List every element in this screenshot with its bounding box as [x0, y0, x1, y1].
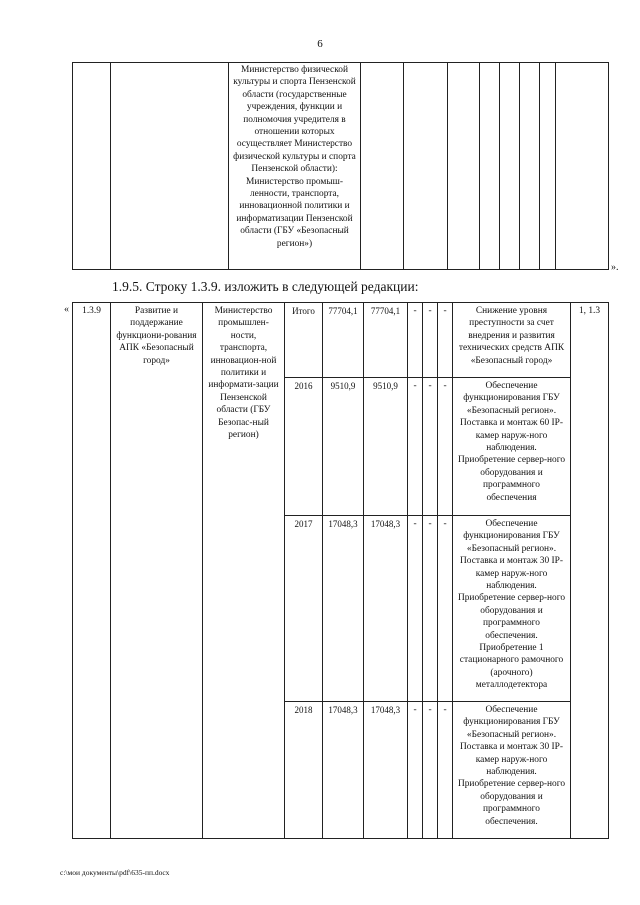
regional-value: 17048,3: [364, 702, 408, 839]
result-text: Обеспечение функционирования ГБУ «Безопасный регион». Поставка и монтаж 30 IP-камер наруж-ного наблюдения. Приобретение сервер-ного оборудования и программного обеспечения.: [453, 702, 571, 839]
dash-cell: -: [408, 378, 423, 516]
page-number: 6: [317, 38, 323, 50]
year-label: 2016: [285, 378, 323, 516]
dash-cell: -: [423, 702, 438, 839]
year-label: Итого: [285, 303, 323, 378]
file-path-footer: c:\мои документы\pdf\635-пп.docx: [60, 868, 170, 877]
year-label: 2018: [285, 702, 323, 839]
result-text: Снижение уровня преступности за счет внедрения и развития технических средств АПК «Безопасный город»: [453, 303, 571, 378]
closing-quote: ».: [611, 262, 619, 273]
top-cell-number: [73, 63, 111, 270]
dash-cell: -: [438, 516, 453, 702]
dash-cell: -: [408, 303, 423, 378]
dash-cell: -: [423, 303, 438, 378]
dash-cell: -: [423, 516, 438, 702]
top-cell-name: [111, 63, 229, 270]
top-cell-ministry: Министерство физической культуры и спорта Пензенской области (государственные учреждения, функции и полномочия учредителя в отношении которых осуществляет Министерство физической культуры и спорта Пензенской области): Министерство промыш-ленности, транспорта, инновационной политики и информатизации Пензенской области (ГБУ «Безопасный регион»): [229, 63, 361, 270]
row-executor: Министерство промышлен-ности, транспорта, инновацион-ной политики и информати-зации Пензенской области (ГБУ Безопас-ный регион): [203, 303, 285, 839]
top-cell: [556, 63, 609, 270]
top-cell: [480, 63, 500, 270]
regional-value: 17048,3: [364, 516, 408, 702]
row-number: 1.3.9: [73, 303, 111, 839]
result-text: Обеспечение функционирования ГБУ «Безопасный регион». Поставка и монтаж 30 IP-камер наруж-ного наблюдения. Приобретение сервер-ного оборудования и программного обеспечения. Приобретение 1 стационарного рамочного (арочного) металлодетектора: [453, 516, 571, 702]
top-cell: [361, 63, 404, 270]
total-value: 17048,3: [323, 702, 364, 839]
result-text: Обеспечение функционирования ГБУ «Безопасный регион». Поставка и монтаж 60 IP-камер наруж-ного наблюдения. Приобретение сервер-ного оборудования и программного обеспечения: [453, 378, 571, 516]
top-cell: [540, 63, 556, 270]
dash-cell: -: [438, 378, 453, 516]
regional-value: 9510,9: [364, 378, 408, 516]
top-cell: [404, 63, 448, 270]
program-table: [72, 302, 609, 839]
total-value: 9510,9: [323, 378, 364, 516]
row-link: 1, 1.3: [571, 303, 609, 839]
top-table: [72, 62, 609, 270]
opening-quote: «: [64, 304, 69, 315]
section-heading: 1.9.5. Строку 1.3.9. изложить в следующей редакции:: [112, 279, 419, 294]
row-name: Развитие и поддержание функциони-рования АПК «Безопасный город»: [111, 303, 203, 839]
dash-cell: -: [408, 702, 423, 839]
regional-value: 77704,1: [364, 303, 408, 378]
top-cell: [520, 63, 540, 270]
total-value: 77704,1: [323, 303, 364, 378]
top-cell: [448, 63, 480, 270]
dash-cell: -: [438, 702, 453, 839]
year-label: 2017: [285, 516, 323, 702]
dash-cell: -: [423, 378, 438, 516]
total-value: 17048,3: [323, 516, 364, 702]
dash-cell: -: [408, 516, 423, 702]
table-row: [73, 303, 609, 378]
top-cell: [500, 63, 520, 270]
dash-cell: -: [438, 303, 453, 378]
